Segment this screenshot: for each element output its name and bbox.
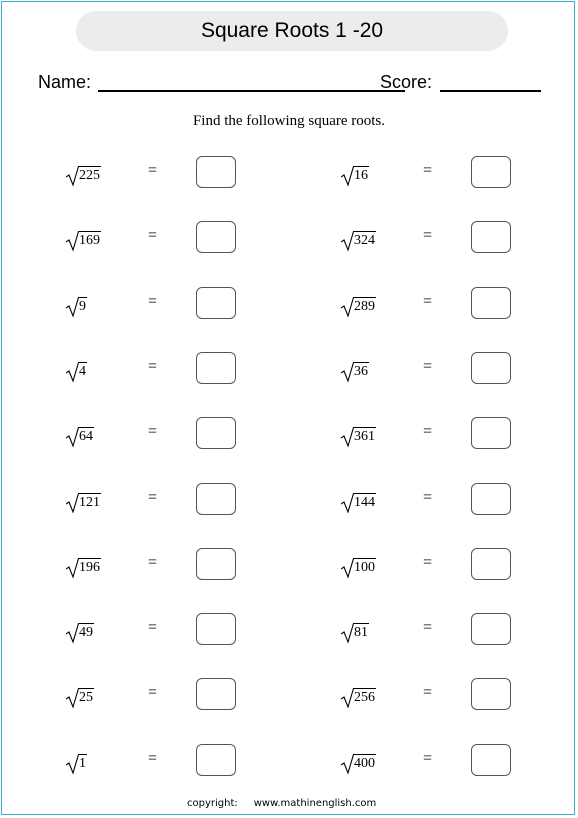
radicand: 64 xyxy=(79,429,93,444)
instructions: Find the following square roots. xyxy=(192,113,386,129)
problem-item xyxy=(66,483,306,517)
name-label: Name: xyxy=(38,72,92,92)
problem-item xyxy=(66,221,306,255)
copyright-label: copyright: xyxy=(187,798,238,809)
answer-box[interactable] xyxy=(471,744,511,776)
radicand: 196 xyxy=(79,560,100,575)
equals-sign: = xyxy=(423,227,433,244)
worksheet-title-text: Square Roots 1 -20 xyxy=(200,19,384,42)
equals-sign: = xyxy=(148,684,158,701)
equals-sign: = xyxy=(423,489,433,506)
answer-box[interactable] xyxy=(196,417,236,449)
answer-box[interactable] xyxy=(471,417,511,449)
equals-sign: = xyxy=(423,554,433,571)
problem-item xyxy=(341,287,578,321)
answer-box[interactable] xyxy=(471,156,511,188)
radicand: 256 xyxy=(354,690,375,705)
problem-item xyxy=(341,613,578,647)
problem-item xyxy=(66,548,306,582)
problem-item xyxy=(341,548,578,582)
answer-box[interactable] xyxy=(196,221,236,253)
radicand: 400 xyxy=(354,756,375,771)
radicand: 36 xyxy=(354,364,368,379)
copyright-footer xyxy=(187,798,392,809)
equals-sign: = xyxy=(148,554,158,571)
answer-box[interactable] xyxy=(196,483,236,515)
answer-box[interactable] xyxy=(471,483,511,515)
problem-item xyxy=(341,744,578,778)
problem-item xyxy=(66,287,306,321)
problem-item xyxy=(66,156,306,190)
problem-item xyxy=(341,483,578,517)
problem-item xyxy=(341,678,578,712)
answer-box[interactable] xyxy=(196,352,236,384)
problem-item xyxy=(66,417,306,451)
equals-sign: = xyxy=(148,227,158,244)
answer-box[interactable] xyxy=(196,613,236,645)
answer-box[interactable] xyxy=(196,156,236,188)
equals-sign: = xyxy=(148,750,158,767)
answer-box[interactable] xyxy=(471,678,511,710)
problem-item xyxy=(66,744,306,778)
equals-sign: = xyxy=(148,489,158,506)
problem-item xyxy=(66,678,306,712)
answer-box[interactable] xyxy=(196,287,236,319)
equals-sign: = xyxy=(148,293,158,310)
answer-box[interactable] xyxy=(471,613,511,645)
radicand: 121 xyxy=(79,495,100,510)
equals-sign: = xyxy=(423,358,433,375)
radicand: 289 xyxy=(354,299,375,314)
answer-box[interactable] xyxy=(196,678,236,710)
score-label: Score: xyxy=(380,72,433,92)
radicand: 16 xyxy=(354,168,368,183)
problem-item xyxy=(66,352,306,386)
equals-sign: = xyxy=(148,358,158,375)
radicand: 100 xyxy=(354,560,375,575)
problem-item xyxy=(66,613,306,647)
problem-item xyxy=(341,352,578,386)
radicand: 144 xyxy=(354,495,375,510)
answer-box[interactable] xyxy=(471,221,511,253)
radicand: 225 xyxy=(79,168,100,183)
radicand: 361 xyxy=(354,429,375,444)
answer-box[interactable] xyxy=(471,352,511,384)
problem-item xyxy=(341,156,578,190)
equals-sign: = xyxy=(423,293,433,310)
radicand: 25 xyxy=(79,690,93,705)
problem-item xyxy=(341,417,578,451)
radicand: 169 xyxy=(79,233,100,248)
radicand: 1 xyxy=(79,756,86,771)
equals-sign: = xyxy=(423,750,433,767)
equals-sign: = xyxy=(148,162,158,179)
answer-box[interactable] xyxy=(471,548,511,580)
answer-box[interactable] xyxy=(196,548,236,580)
equals-sign: = xyxy=(423,684,433,701)
equals-sign: = xyxy=(148,619,158,636)
radicand: 81 xyxy=(354,625,368,640)
website-link[interactable]: www.mathinenglish.com xyxy=(253,798,377,809)
radicand: 49 xyxy=(79,625,93,640)
equals-sign: = xyxy=(423,162,433,179)
equals-sign: = xyxy=(423,619,433,636)
problem-item xyxy=(341,221,578,255)
radicand: 324 xyxy=(354,233,375,248)
radicand: 4 xyxy=(79,364,86,379)
equals-sign: = xyxy=(148,423,158,440)
answer-box[interactable] xyxy=(471,287,511,319)
equals-sign: = xyxy=(423,423,433,440)
answer-box[interactable] xyxy=(196,744,236,776)
radicand: 9 xyxy=(79,299,86,314)
